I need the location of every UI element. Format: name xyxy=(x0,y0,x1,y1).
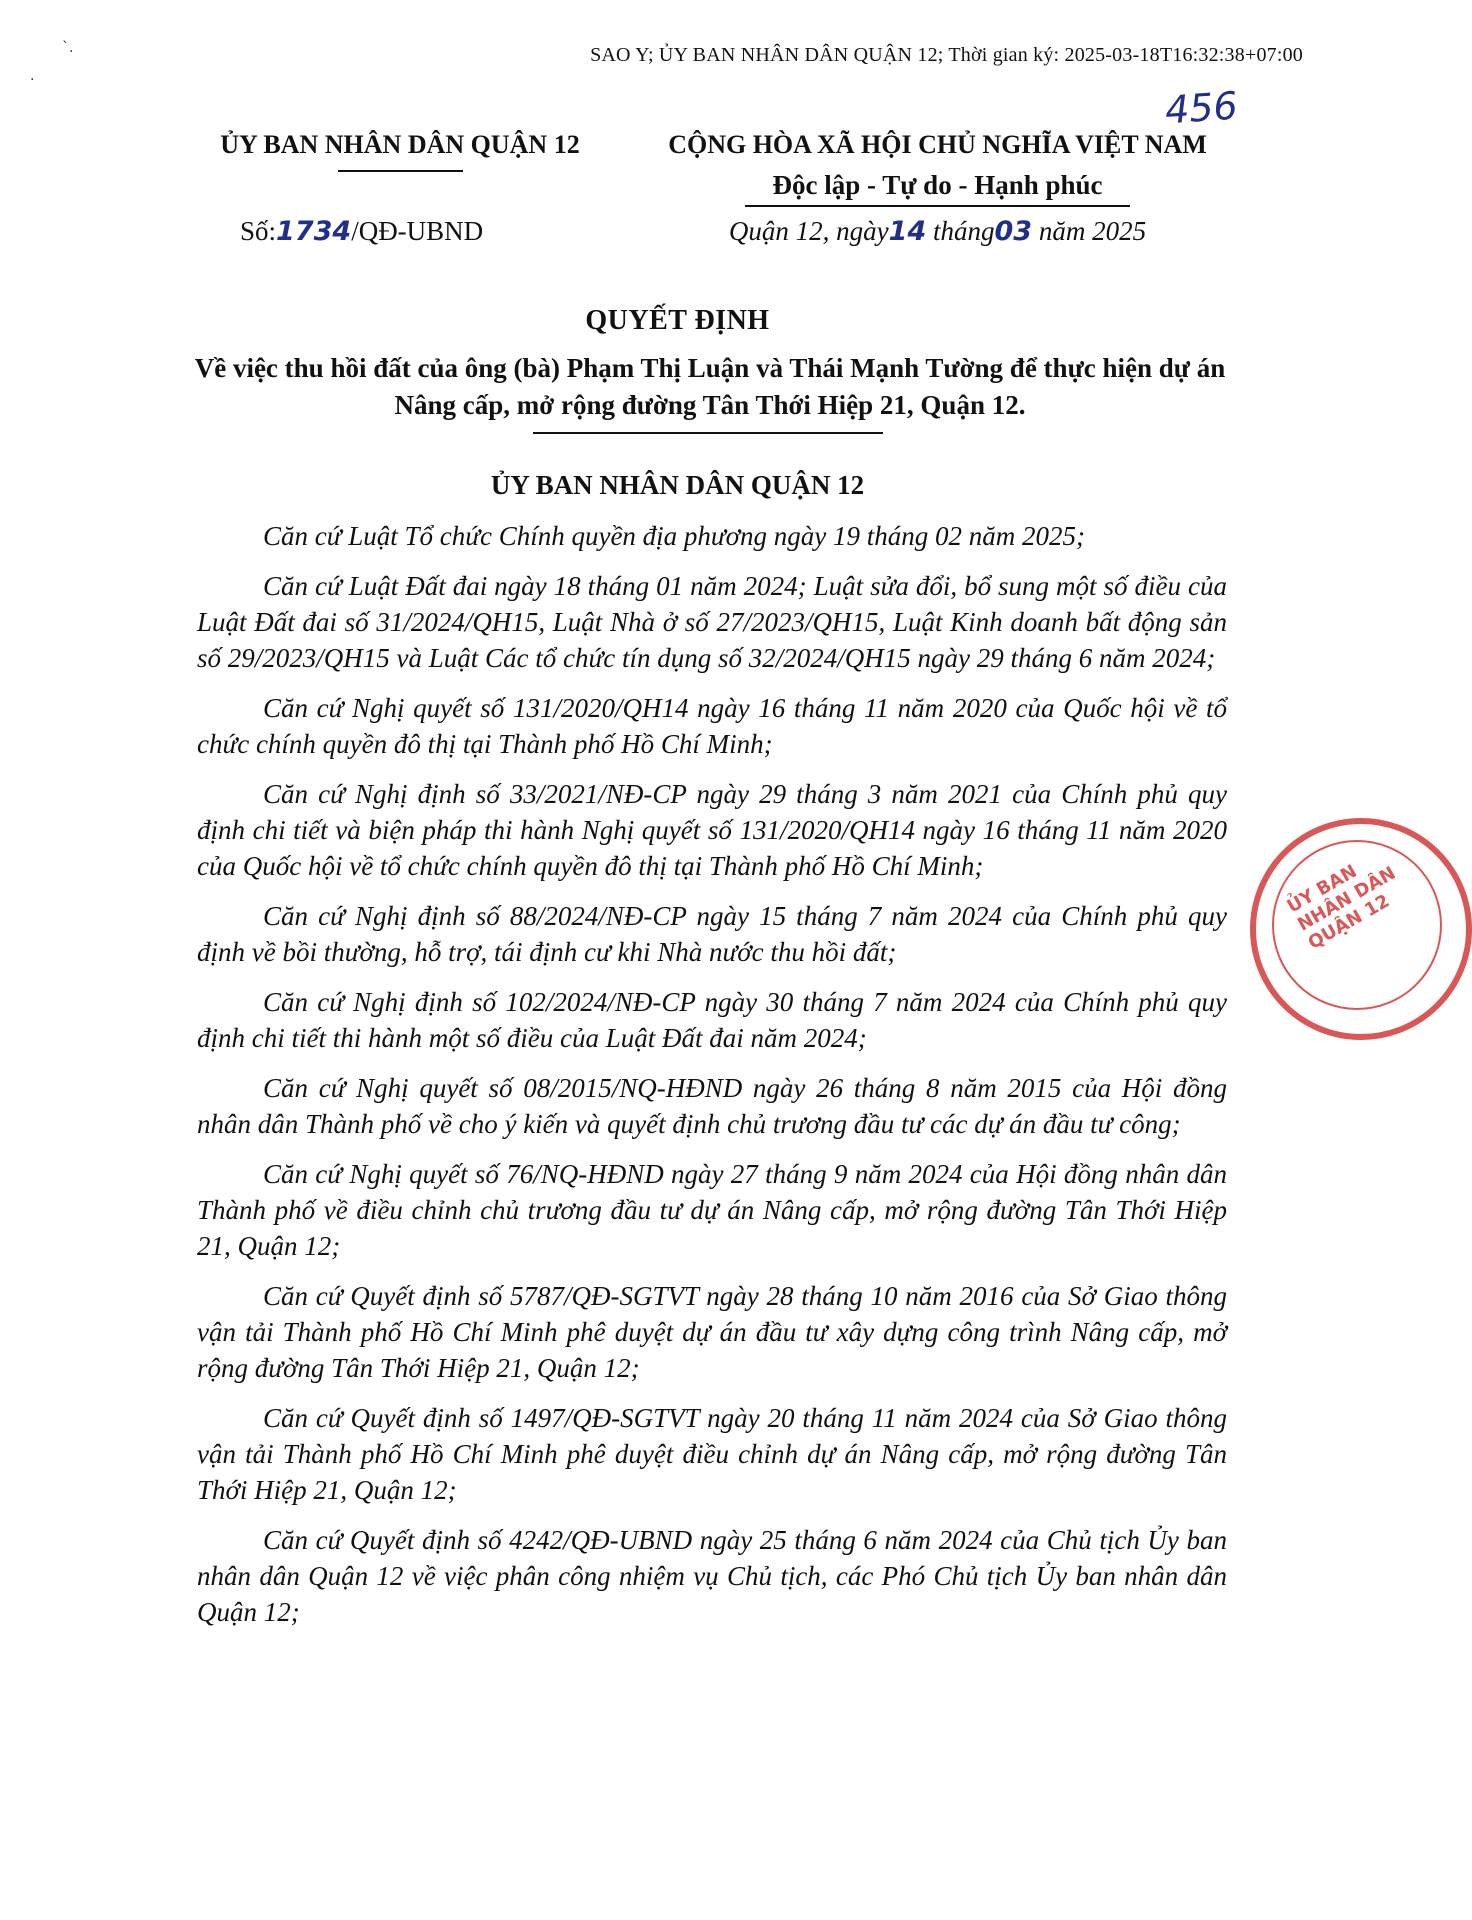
legal-basis-paragraph: Căn cứ Quyết định số 4242/QĐ-UBND ngày 25 tháng 6 năm 2024 của Chủ tịch Ủy ban nhân dân Quận 12 về việc phân công nhiệm vụ Chủ tịch, các Phó Chủ tịch Ủy ban nhân dân Quận 12; xyxy=(197,1525,1227,1627)
document-number xyxy=(240,216,483,247)
national-header xyxy=(625,130,1250,207)
legal-basis-section xyxy=(197,518,1227,1644)
legal-basis-paragraph: Căn cứ Nghị quyết số 76/NQ-HĐND ngày 27 tháng 9 năm 2024 của Hội đồng nhân dân Thành phố về điều chỉnh chủ trương đầu tư dự án Nâng cấp, mở rộng đường Tân Thới Hiệp 21, Quận 12; xyxy=(197,1159,1227,1261)
motto-underline xyxy=(745,205,1130,207)
digital-signature-line: SAO Y; ỦY BAN NHÂN DÂN QUẬN 12; Thời gian ký: 2025-03-18T16:32:38+07:00 xyxy=(590,44,1303,66)
scan-mark: . xyxy=(30,68,35,84)
handwritten-month: 03 xyxy=(994,216,1033,247)
official-seal-stamp xyxy=(1250,818,1472,1040)
number-suffix: /QĐ-UBND xyxy=(351,216,484,246)
scan-mark: `. xyxy=(62,40,74,56)
number-prefix: Số: xyxy=(240,216,277,246)
year-text: năm 2025 xyxy=(1038,216,1147,246)
national-motto: Độc lập - Tự do - Hạnh phúc xyxy=(772,170,1103,200)
handwritten-day: 14 xyxy=(888,216,927,247)
authority-heading: ỦY BAN NHÂN DÂN QUẬN 12 xyxy=(490,470,865,500)
legal-basis-paragraph: Căn cứ Luật Đất đai ngày 18 tháng 01 năm 2024; Luật sửa đổi, bổ sung một số điều của Luật Đất đai số 31/2024/QH15, Luật Nhà ở số 27/2023/QH15, Luật Kinh doanh bất động sản số 29/2023/QH15 và Luật Các tổ chức tín dụng số 32/2024/QH15 ngày 29 tháng 6 năm 2024; xyxy=(197,571,1227,673)
issuing-agency-block xyxy=(170,130,630,172)
country-name: CỘNG HÒA XÃ HỘI CHỦ NGHĨA VIỆT NAM xyxy=(668,130,1207,159)
issuing-agency: ỦY BAN NHÂN DÂN QUẬN 12 xyxy=(220,130,580,159)
legal-basis-paragraph: Căn cứ Nghị quyết số 08/2015/NQ-HĐND ngày 26 tháng 8 năm 2015 của Hội đồng nhân dân Thành phố về cho ý kiến và quyết định chủ trương đầu tư các dự án đầu tư công; xyxy=(197,1073,1227,1139)
seal-text: ỦY BAN NHÂN DÂN QUẬN 12 xyxy=(1283,860,1400,954)
date-prefix: Quận 12, ngày xyxy=(728,216,889,246)
subject-underline xyxy=(533,432,883,434)
legal-basis-paragraph: Căn cứ Quyết định số 1497/QĐ-SGTVT ngày 20 tháng 11 năm 2024 của Sở Giao thông vận tải Thành phố Hồ Chí Minh phê duyệt điều chỉnh dự án Nâng cấp, mở rộng đường Tân Thới Hiệp 21, Quận 12; xyxy=(197,1403,1227,1505)
document-subject: Về việc thu hồi đất của ông (bà) Phạm Thị Luận và Thái Mạnh Tường để thực hiện dự án Nâng cấp, mở rộng đường Tân Thới Hiệp 21, Quận 12. xyxy=(194,353,1226,420)
issue-date xyxy=(625,216,1250,247)
legal-basis-paragraph: Căn cứ Luật Tổ chức Chính quyền địa phương ngày 19 tháng 02 năm 2025; xyxy=(263,521,1086,551)
legal-basis-paragraph: Căn cứ Nghị định số 88/2024/NĐ-CP ngày 15 tháng 7 năm 2024 của Chính phủ quy định về bồi thường, hỗ trợ, tái định cư khi Nhà nước thu hồi đất; xyxy=(197,901,1227,967)
legal-basis-paragraph: Căn cứ Nghị định số 102/2024/NĐ-CP ngày 30 tháng 7 năm 2024 của Chính phủ quy định chi tiết thi hành một số điều của Luật Đất đai năm 2024; xyxy=(197,987,1227,1053)
handwritten-page-number: 456 xyxy=(1163,83,1239,133)
document-title: QUYẾT ĐỊNH xyxy=(585,305,770,336)
month-label: tháng xyxy=(932,216,995,246)
legal-basis-paragraph: Căn cứ Nghị quyết số 131/2020/QH14 ngày 16 tháng 11 năm 2020 của Quốc hội về tổ chức chính quyền đô thị tại Thành phố Hồ Chí Minh; xyxy=(197,693,1227,759)
handwritten-number: 1734 xyxy=(276,216,352,247)
legal-basis-paragraph: Căn cứ Nghị định số 33/2021/NĐ-CP ngày 29 tháng 3 năm 2021 của Chính phủ quy định chi tiết và biện pháp thi hành Nghị quyết số 131/2020/QH14 ngày 16 tháng 11 năm 2020 của Quốc hội về tổ chức chính quyền đô thị tại Thành phố Hồ Chí Minh; xyxy=(197,779,1227,881)
agency-underline xyxy=(338,170,463,172)
legal-basis-paragraph: Căn cứ Quyết định số 5787/QĐ-SGTVT ngày 28 tháng 10 năm 2016 của Sở Giao thông vận tải Thành phố Hồ Chí Minh phê duyệt dự án đầu tư xây dựng công trình Nâng cấp, mở rộng đường Tân Thới Hiệp 21, Quận 12; xyxy=(197,1281,1227,1383)
